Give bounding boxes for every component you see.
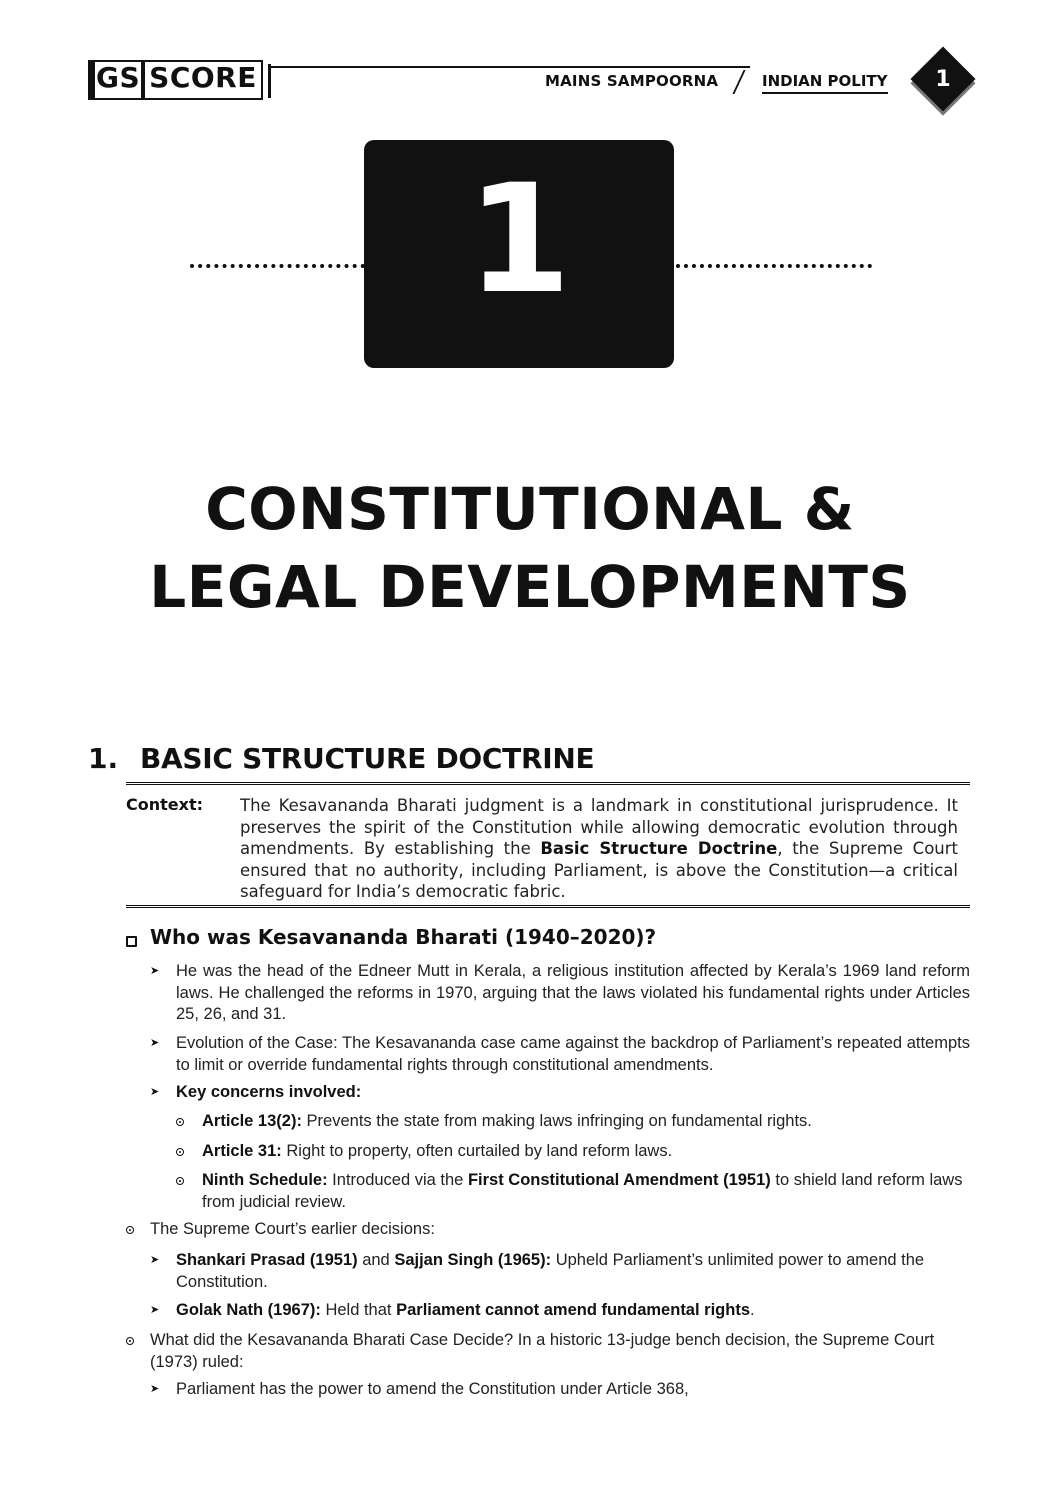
list-item	[202, 1170, 970, 1213]
page-number: 1	[935, 67, 951, 92]
item-bold: Article 31:	[202, 1142, 282, 1160]
context-rule-bottom	[126, 905, 970, 908]
dotted-line-left	[190, 264, 365, 268]
question-heading: Who was Kesavananda Bharati (1940–2020)?	[150, 925, 657, 949]
arrow-bullet-icon: ➤	[150, 1254, 160, 1266]
arrow-bullet-icon: ➤	[150, 965, 160, 977]
item-bold: Sajjan Singh (1965):	[394, 1251, 552, 1269]
list-item	[202, 1111, 970, 1133]
dotted-line-right	[676, 264, 872, 268]
circle-bullet-icon	[126, 1226, 134, 1234]
chapter-title	[60, 470, 1000, 626]
arrow-bullet-icon: ➤	[150, 1086, 160, 1098]
item-text: Held that	[320, 1301, 397, 1319]
context-rule-top	[126, 782, 970, 785]
list-item: Evolution of the Case: The Kesavananda case came against the backdrop of Parliament’s repeated attempts to limit or override fundamental rights through constitutional amendments.	[176, 1034, 970, 1074]
arrow-bullet-icon: ➤	[150, 1304, 160, 1316]
section-number: 1.	[88, 742, 119, 775]
item-text: Upheld Parliament’s unlimited power to amend the Constitution.	[176, 1251, 925, 1291]
item-text: Right to property, often curtailed by land reform laws.	[281, 1142, 673, 1160]
item-bold: Article 13(2):	[202, 1112, 302, 1130]
logo-gs	[90, 62, 145, 98]
context-text: The Kesavananda Bharati judgment is a landmark in constitutional jurisprudence. It preserves the spirit of the Constitution while allowing democratic evolution through amendments. By establishing the	[240, 796, 958, 858]
key-concerns-label: Key concerns involved:	[176, 1083, 362, 1101]
chapter-number: 1	[466, 153, 572, 327]
list-item	[202, 1141, 970, 1163]
context-bold: Basic Structure Doctrine	[540, 839, 778, 858]
header-slant	[732, 70, 745, 94]
arrow-bullet-icon: ➤	[150, 1383, 160, 1395]
context-text-end: , the Supreme Court ensured that no authority, including Parliament, is above the Constitution—a critical safeguard for India’s democratic fabric.	[240, 839, 958, 901]
item-bold: Golak Nath (1967):	[176, 1301, 321, 1319]
chapter-title-line1: CONSTITUTIONAL &	[205, 475, 855, 543]
gs-score-logo	[88, 60, 263, 100]
item-bold: Parliament cannot amend fundamental rights	[396, 1301, 750, 1319]
item-text: Prevents the state from making laws infringing on fundamental rights.	[301, 1112, 812, 1130]
list-item: The Supreme Court’s earlier decisions:	[150, 1220, 435, 1238]
item-text: Introduced via the	[327, 1171, 468, 1189]
list-item: Parliament has the power to amend the Constitution under Article 368,	[176, 1380, 689, 1398]
list-item	[176, 1300, 970, 1322]
circle-bullet-icon	[126, 1337, 134, 1345]
list-item	[176, 1082, 970, 1104]
list-item: He was the head of the Edneer Mutt in Kerala, a religious institution affected by Kerala’s 1969 land reform laws. He challenged the reforms in 1970, arguing that the laws violated his fundamental rights under Articles 25, 26, and 31.	[176, 962, 970, 1023]
circle-bullet-icon	[176, 1148, 184, 1156]
item-text: to shield land reform laws from judicial review.	[202, 1171, 963, 1211]
logo-gs-text: GS	[95, 62, 141, 98]
arrow-bullet-icon: ➤	[150, 1037, 160, 1049]
item-bold: First Constitutional Amendment (1951)	[467, 1171, 771, 1189]
header-subject: INDIAN POLITY	[762, 72, 888, 94]
header-divider	[268, 64, 271, 98]
chapter-title-line2: LEGAL DEVELOPMENTS	[149, 553, 911, 621]
header-series: MAINS SAMPOORNA	[545, 72, 719, 90]
header-rule	[270, 66, 750, 68]
item-text: .	[750, 1301, 755, 1319]
list-item: What did the Kesavananda Bharati Case Decide? In a historic 13-judge bench decision, the Supreme Court (1973) ruled:	[150, 1331, 935, 1371]
circle-bullet-icon	[176, 1118, 184, 1126]
logo-score: SCORE	[149, 61, 257, 94]
item-bold: Shankari Prasad (1951)	[176, 1251, 358, 1269]
square-bullet-icon	[126, 936, 137, 947]
item-text: and	[357, 1251, 395, 1269]
circle-bullet-icon	[176, 1177, 184, 1185]
section-title: BASIC STRUCTURE DOCTRINE	[140, 742, 595, 775]
item-bold: Ninth Schedule:	[202, 1171, 328, 1189]
context-body	[240, 795, 958, 903]
list-item	[176, 1250, 970, 1293]
context-label: Context:	[126, 795, 203, 814]
